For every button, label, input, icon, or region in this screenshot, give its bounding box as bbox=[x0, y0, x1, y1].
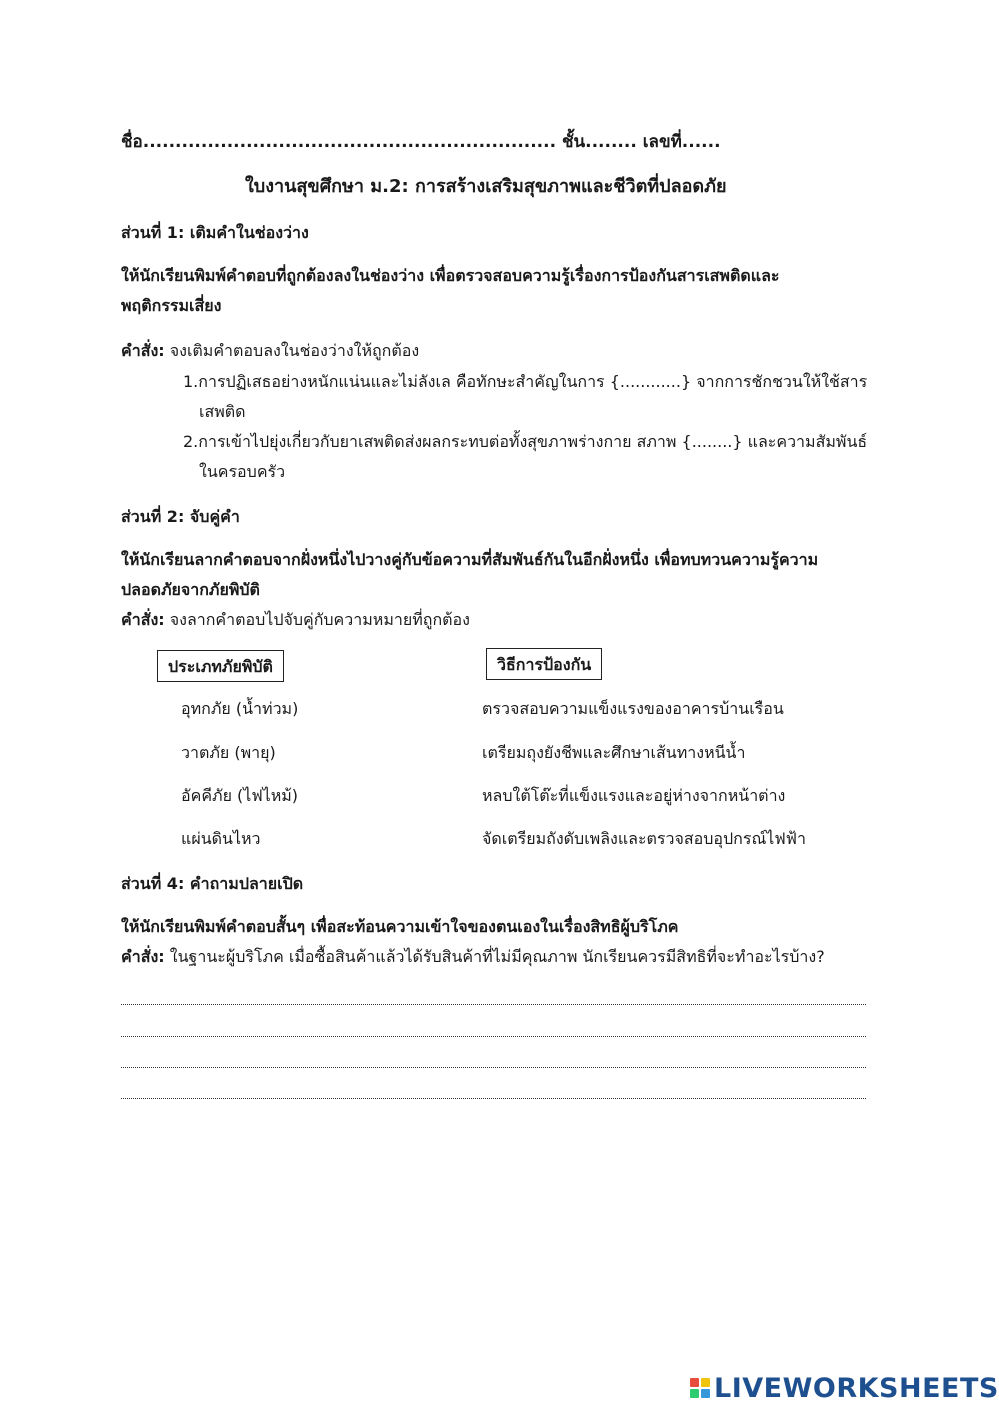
fill-blank-item-2-cont: ในครอบครัว bbox=[199, 462, 286, 481]
match-left-item[interactable]: อุทกภัย (น้ำท่วม) bbox=[181, 699, 299, 718]
logo-text: LIVEWORKSHEETS bbox=[714, 1372, 999, 1404]
match-right-item[interactable]: จัดเตรียมถังดับเพลิงและตรวจสอบอุปกรณ์ไฟฟ้า bbox=[482, 829, 806, 848]
prevention-header: วิธีการป้องกัน bbox=[486, 648, 602, 680]
worksheet-title: ใบงานสุขศึกษา ม.2: การสร้างเสริมสุขภาพและชีวิตที่ปลอดภัย bbox=[245, 176, 727, 197]
instruction-label: คำสั่ง: bbox=[121, 341, 165, 360]
liveworksheets-logo bbox=[690, 1372, 999, 1404]
match-left-item[interactable]: อัคคีภัย (ไฟไหม้) bbox=[181, 786, 299, 805]
part1-heading: ส่วนที่ 1: เติมคำในช่องว่าง bbox=[121, 223, 309, 242]
part4-intro: ให้นักเรียนพิมพ์คำตอบสั้นๆ เพื่อสะท้อนความเข้าใจของตนเองในเรื่องสิทธิผู้บริโภค bbox=[121, 917, 679, 936]
part1-intro-line1: ให้นักเรียนพิมพ์คำตอบที่ถูกต้องลงในช่องว่าง เพื่อตรวจสอบความรู้เรื่องการป้องกันสารเสพติดและ bbox=[121, 266, 780, 285]
match-left-item[interactable]: วาตภัย (พายุ) bbox=[181, 743, 276, 762]
fill-blank-item-1[interactable]: 1.การปฏิเสธอย่างหนักแน่นและไม่ลังเล คือทักษะสำคัญในการ {............} จากการชักชวนให้ใช้สาร bbox=[183, 372, 868, 391]
match-right-item[interactable]: เตรียมถุงยังชีพและศึกษาเส้นทางหนีน้ำ bbox=[482, 743, 746, 762]
answer-line-3[interactable] bbox=[121, 1067, 866, 1068]
name-class-number-line: ชื่อ................................................................ ชั้น........ เลขที่...... bbox=[121, 132, 721, 152]
match-right-item[interactable]: ตรวจสอบความแข็งแรงของอาคารบ้านเรือน bbox=[482, 699, 784, 718]
answer-line-4[interactable] bbox=[121, 1098, 866, 1099]
part2-heading: ส่วนที่ 2: จับคู่คำ bbox=[121, 507, 240, 526]
instruction-text: ในฐานะผู้บริโภค เมื่อซื้อสินค้าแล้วได้รับสินค้าที่ไม่มีคุณภาพ นักเรียนควรมีสิทธิที่จะทำอะไรบ้าง? bbox=[164, 947, 825, 966]
instruction-label: คำสั่ง: bbox=[121, 610, 165, 629]
part4-instruction bbox=[121, 946, 825, 968]
logo-grid-icon bbox=[690, 1378, 710, 1398]
match-right-item[interactable]: หลบใต้โต๊ะที่แข็งแรงและอยู่ห่างจากหน้าต่าง bbox=[482, 786, 786, 805]
part1-instruction bbox=[121, 340, 419, 362]
disaster-type-header: ประเภทภัยพิบัติ bbox=[157, 650, 284, 682]
part2-intro-line2: ปลอดภัยจากภัยพิบัติ bbox=[121, 580, 260, 599]
match-left-item[interactable]: แผ่นดินไหว bbox=[181, 829, 261, 848]
answer-line-2[interactable] bbox=[121, 1036, 866, 1037]
part4-heading: ส่วนที่ 4: คำถามปลายเปิด bbox=[121, 874, 304, 893]
instruction-text: จงเติมคำตอบลงในช่องว่างให้ถูกต้อง bbox=[164, 341, 420, 360]
part2-instruction bbox=[121, 609, 470, 631]
fill-blank-item-1-cont: เสพติด bbox=[199, 402, 246, 421]
part2-intro-line1: ให้นักเรียนลากคำตอบจากฝั่งหนึ่งไปวางคู่กับข้อความที่สัมพันธ์กันในอีกฝั่งหนึ่ง เพื่อทบทวนความรู้ความ bbox=[121, 550, 819, 569]
part1-intro-line2: พฤติกรรมเสี่ยง bbox=[121, 296, 222, 315]
instruction-text: จงลากคำตอบไปจับคู่กับความหมายที่ถูกต้อง bbox=[164, 610, 470, 629]
instruction-label: คำสั่ง: bbox=[121, 947, 165, 966]
fill-blank-item-2[interactable]: 2.การเข้าไปยุ่งเกี่ยวกับยาเสพติดส่งผลกระทบต่อทั้งสุขภาพร่างกาย สภาพ {........} และความสัมพันธ์ bbox=[183, 432, 868, 451]
answer-line-1[interactable] bbox=[121, 1004, 866, 1005]
